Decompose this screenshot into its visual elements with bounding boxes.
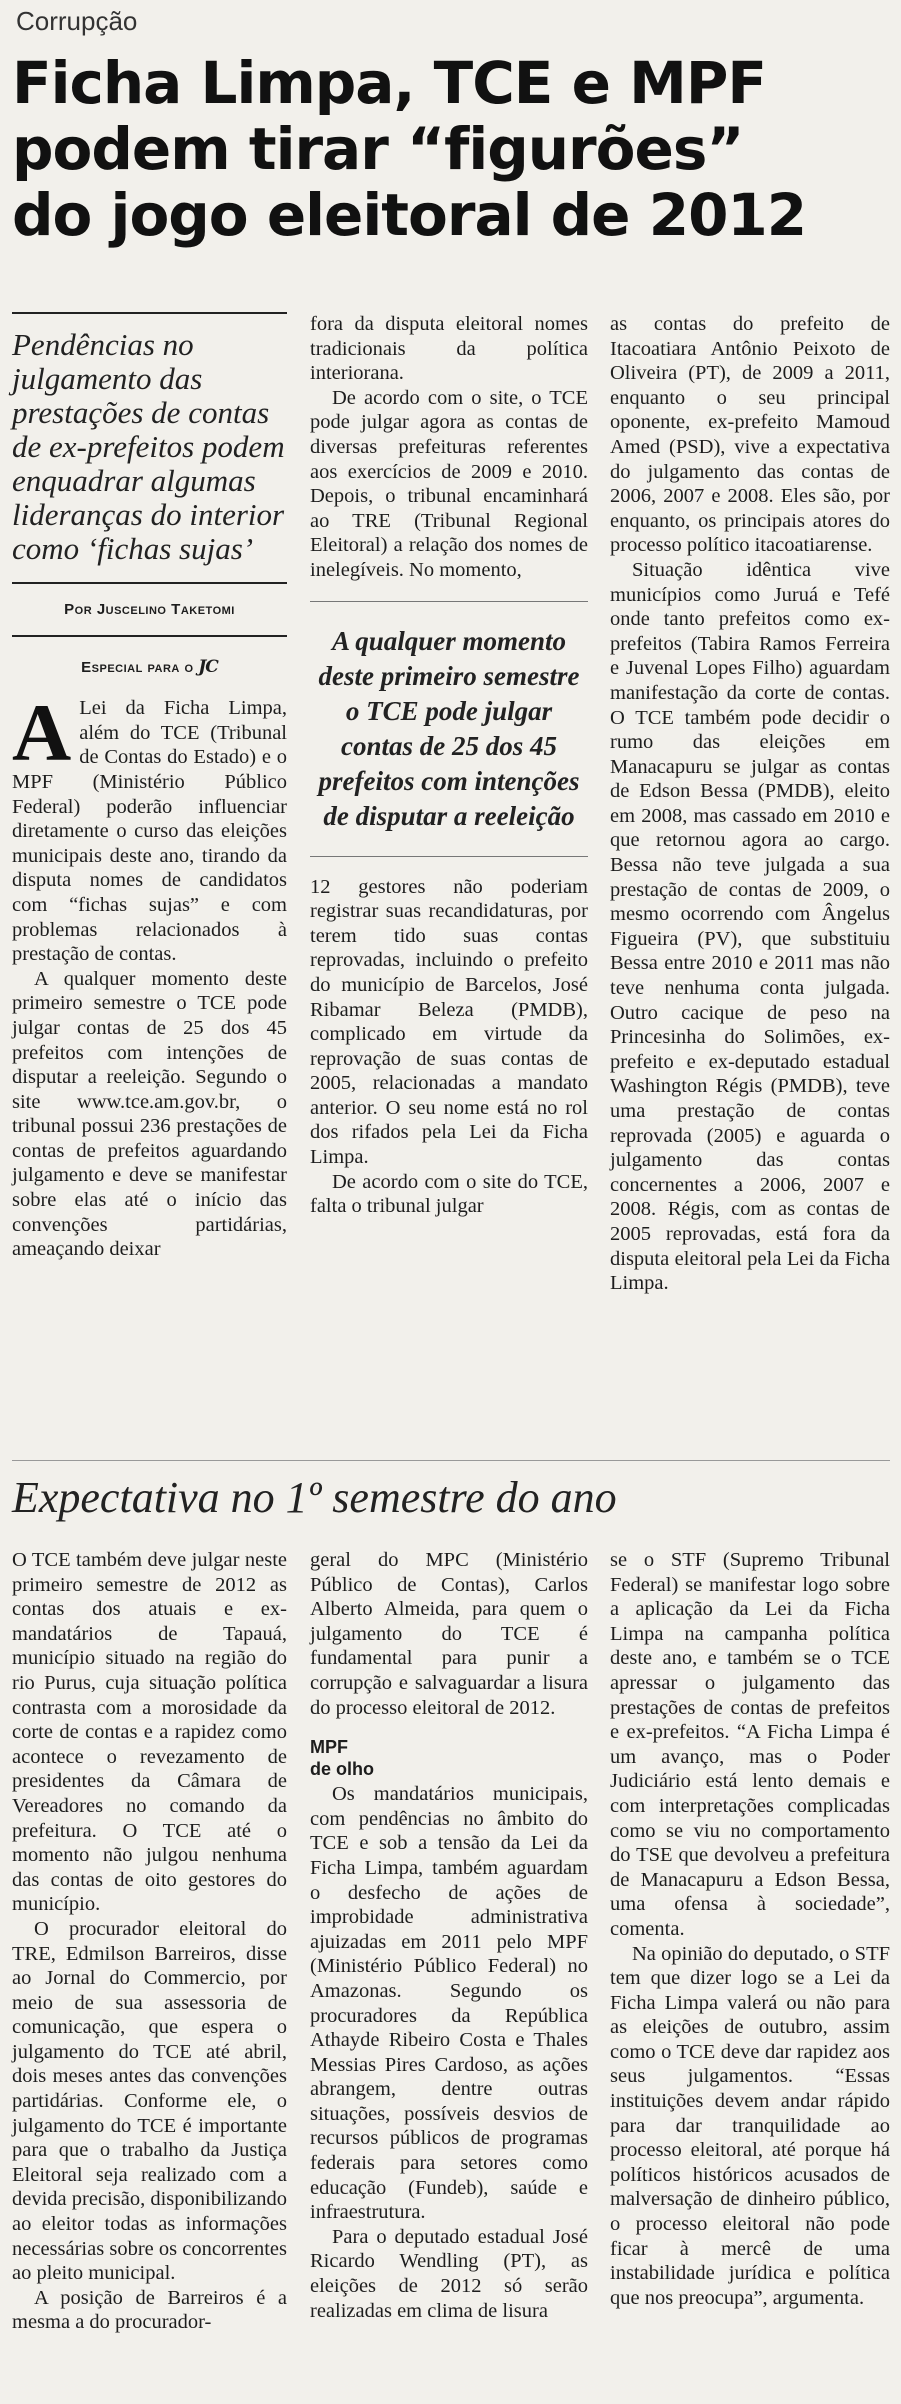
paragraph: Na opinião do deputado, o STF tem que dizer logo se a Lei da Ficha Limpa valerá ou não para as eleições de outubro, assim como o TCE deve dar rapidez aos seus julgamentos. “Essas instituições devem andar rápido para dar tranquilidade ao processo eleitoral, até porque há políticos históricos acusados de malversação de dinheiro público, o processo eleitoral não pode ficar à mercê de uma instabilidade jurídica e política que nos preocupa”, argumenta.	[610, 1942, 890, 2309]
divider	[12, 582, 287, 584]
paragraph: O procurador eleitoral do TRE, Edmilson Barreiros, disse ao Jornal do Commercio, por meio de sua assessoria de comunicação, que espera o julgamento do TCE até abril, dois meses antes das convenções partidárias. Conforme ele, o julgamento do TCE é importante para que o trabalho da Justiça Eleitoral seja realizado com a devida precisão, disponibilizando ao eleitor todas as informações necessárias sobre os concorrentes ao pleito municipal.	[12, 1917, 287, 2285]
special-prefix: Especial para o	[81, 658, 194, 676]
paragraph: Para o deputado estadual José Ricardo Wendling (PT), as eleições de 2012 só serão realizadas em clima de lisura	[310, 2225, 588, 2322]
divider	[12, 635, 287, 637]
paragraph: Situação idêntica vive municípios como Juruá e Tefé onde tanto prefeitos como ex-prefeitos (Tabira Ramos Ferreira e Juvenal Lopes Filho) aguardam manifestação da corte de contas. O TCE também pode decidir o rumo das eleições em Manacapuru se julgar as contas de Edson Bessa (PMDB), eleito em 2008, mas cassado em 2010 e que retornou agora ao cargo. Bessa não teve julgada a sua prestação de contas de 2009, o mesmo ocorrendo com Ângelus Figueira (PV), que substituiu Bessa entre 2010 e 2011 mas não teve nenhuma conta julgada. Outro cacique de peso na Princesinha do Solimões, ex-prefeito e ex-deputado estadual Washington Régis (PMDB), teve uma prestação de contas reprovada (2005) e aguarda o julgamento das contas concernentes a 2006, 2007 e 2008. Régis, com as contas de 2005 reprovadas, está fora da disputa eleitoral pela Lei da Ficha Limpa.	[610, 558, 890, 1295]
deck: Pendências no julgamento das prestações de contas de ex-prefeitos podem enquadrar algumas lideranças do interior como ‘fichas sujas’	[12, 327, 285, 566]
paragraph: O TCE também deve julgar neste primeiro semestre de 2012 as contas dos atuais e ex-mandatários de Tapauá, município situado na região do rio Purus, cuja situação política contrasta com a morosidade da corte de contas e a rapidez como acontece o revezamento de presidentes da Câmara de Vereadores no comando da prefeitura. O TCE até o momento não julgou nenhuma das contas de oito gestores do município.	[12, 1549, 287, 1916]
paragraph: De acordo com o site, o TCE pode julgar agora as contas de diversas prefeituras referentes aos exercícios de 2009 e 2010. Depois, o tribunal encaminhará ao TRE (Tribunal Regional Eleitoral) a relação dos nomes de inelegíveis. No momento,	[310, 386, 588, 581]
dropcap: A	[12, 687, 72, 779]
headline-line: Ficha Limpa, TCE e MPF	[12, 49, 766, 117]
byline: Por Juscelino Taketomi	[64, 601, 235, 618]
pull-quote: A qualquer momento deste primeiro semestre o TCE pode julgar contas de 25 dos 45 prefeitos com intenções de disputar a reeleição	[310, 601, 588, 857]
headline-line: podem tirar “figurões”	[12, 115, 744, 183]
headline	[12, 50, 892, 248]
column-1-bottom	[12, 1548, 287, 2335]
paragraph: De acordo com o site do TCE, falta o tribunal julgar	[310, 1170, 588, 1218]
column-3	[610, 312, 890, 1296]
column-2-bottom	[310, 1548, 588, 2323]
paragraph: geral do MPC (Ministério Público de Contas), Carlos Alberto Almeida, para quem o julgamento do TCE é fundamental para punir a corrupção e salvaguardar a lisura do processo eleitoral de 2012.	[310, 1549, 588, 1719]
paragraph: A qualquer momento deste primeiro semestre o TCE pode julgar contas de 25 dos 45 prefeitos com intenções de disputar a reeleição. Segundo o site www.tce.am.gov.br, o tribunal possui 236 prestações de contas de prefeitos aguardando julgamento e deve se manifestar sobre elas até o início das convenções partidárias, ameaçando deixar	[12, 967, 287, 1261]
subsection-heading: MPF de olho	[310, 1737, 374, 1780]
paragraph: se o STF (Supremo Tribunal Federal) se manifestar logo sobre a aplicação da Lei da Ficha Limpa na campanha política deste ano, e também se o TCE apressar o julgamento das prestações de contas de prefeitos e ex-prefeitos. “A Ficha Limpa é um avanço, mas o Poder Judiciário está lento demais e com interpretações complicadas como se viu no comportamento do TSE que devolveu a prefeitura de Manacapuru a Edson Bessa, uma ofensa à sociedade”, comenta.	[610, 1549, 890, 1940]
column-3-bottom	[610, 1548, 890, 2310]
paragraph: A Lei da Ficha Limpa, além do TCE (Tribunal de Contas do Estado) e o MPF (Ministério Público Federal) poderão influenciar diretamente o curso das eleições municipais deste ano, tirando da disputa nomes de candidatos com “fichas sujas” e com problemas relacionados à prestação de contas.	[12, 687, 287, 966]
section-label: Corrupção	[16, 6, 138, 36]
paragraph: 12 gestores não poderiam registrar suas recandidaturas, por terem tido suas contas reprovadas, incluindo o prefeito do município de Barcelos, José Ribamar Beleza (PMDB), complicado em virtude da reprovação de suas contas de 2005, relacionadas a mandato anterior. O seu nome está no rol dos rifados pela Lei da Ficha Limpa.	[310, 875, 588, 1169]
column-1	[12, 312, 287, 1262]
special-credit	[12, 655, 287, 681]
divider	[12, 1460, 890, 1461]
headline-line: do jogo eleitoral de 2012	[12, 181, 807, 249]
column-2	[310, 312, 588, 1219]
paragraph: A posição de Barreiros é a mesma a do procurador-	[12, 2286, 287, 2334]
divider	[12, 312, 287, 314]
paragraph: fora da disputa eleitoral nomes tradicionais da política interiorana.	[310, 313, 588, 385]
jc-logo: JC	[198, 656, 218, 677]
paragraph: as contas do prefeito de Itacoatiara Antônio Peixoto de Oliveira (PT), de 2009 a 2011, enquanto o seu principal oponente, ex-prefeito Mamoud Amed (PSD), vive a expectativa do julgamento das contas de 2006, 2007 e 2008. Eles são, por enquanto, os principais atores do processo político itacoatiarense.	[610, 313, 890, 557]
subhead: Expectativa no 1º semestre do ano	[12, 1473, 617, 1522]
paragraph: Os mandatários municipais, com pendências no âmbito do TCE e sob a tensão da Lei da Ficha Limpa, também aguardam o desfecho de ações de improbidade administrativa ajuizadas em 2011 pelo MPF (Ministério Público Federal) no Amazonas. Segundo os procuradores da República Athayde Ribeiro Costa e Thales Messias Pires Cardoso, as ações abrangem, dentre outras situações, possíveis desvios de recursos públicos de programas federais para setores como educação (Fundeb), saúde e infraestrutura.	[310, 1783, 588, 2224]
